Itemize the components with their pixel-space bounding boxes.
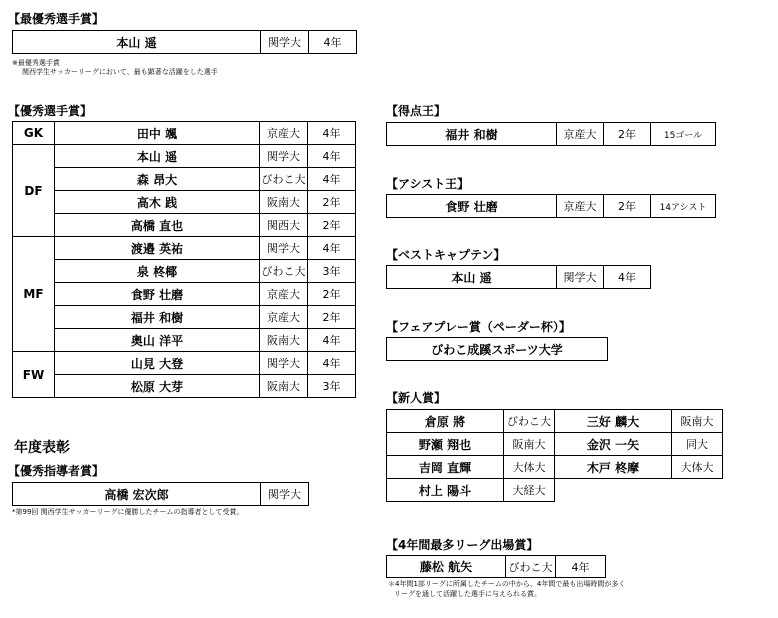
assist-table [386,194,716,218]
position-cell: DF [13,145,55,237]
player-school: 阪南大 [260,191,308,214]
rookie-table [386,409,723,502]
mvp-note-2: 関西学生サッカーリーグにおいて、最も顕著な活躍をした選手 [22,68,218,76]
player-grade: 4年 [308,168,356,191]
rookie-name: 金沢 一矢 [555,433,672,456]
assist-school: 京産大 [557,195,604,218]
rookie-school: びわこ大 [504,410,555,433]
player-name: 本山 遥 [55,145,260,168]
player-grade: 2年 [308,191,356,214]
player-grade: 4年 [308,145,356,168]
rookie-school: 大経大 [504,479,555,502]
player-school: 関学大 [260,237,308,260]
table-row [387,479,723,502]
position-cell: GK [13,122,55,145]
rookie-school: 阪南大 [672,410,723,433]
coach-table [12,482,309,506]
player-school: 京産大 [260,122,308,145]
position-cell: MF [13,237,55,352]
player-grade: 4年 [308,329,356,352]
mvp-note-1: ※最優秀選手賞 [12,59,60,67]
appearances-grade: 4年 [556,556,606,578]
appearances-name: 藤松 航矢 [387,556,506,578]
captain-name: 本山 遥 [387,266,557,289]
appearances-note-2: リーグを通して活躍した選手に与えられる賞。 [394,590,541,598]
coach-note: *第99回 関西学生サッカーリーグに優勝したチームの指導者として受賞。 [12,508,244,516]
fair-play-heading: 【フェアプレー賞（ペーダー杯）】 [386,320,571,334]
mvp-table [12,30,357,54]
player-name: 奥山 洋平 [55,329,260,352]
assist-record: 14アシスト [651,195,716,218]
mvp-heading: 【最優秀選手賞】 [8,12,105,26]
player-name: 泉 柊椰 [55,260,260,283]
best-players-heading: 【優秀選手賞】 [8,104,93,118]
player-school: 京産大 [260,306,308,329]
player-grade: 4年 [308,237,356,260]
rookie-name: 村上 陽斗 [387,479,504,502]
player-grade: 2年 [308,306,356,329]
player-grade: 3年 [308,260,356,283]
assist-heading: 【アシスト王】 [386,177,470,191]
player-name: 高木 践 [55,191,260,214]
table-row [13,306,356,329]
table-row [13,375,356,398]
table-row [13,260,356,283]
player-grade: 2年 [308,214,356,237]
rookie-name: 三好 麟大 [555,410,672,433]
captain-heading: 【ベストキャプテン】 [386,248,506,262]
assist-grade: 2年 [604,195,651,218]
rookie-name: 木戸 柊摩 [555,456,672,479]
appearances-heading: 【4年間最多リーグ出場賞】 [386,538,539,552]
player-school: 阪南大 [260,329,308,352]
annual-title: 年度表彰 [14,440,70,456]
rookie-school: 同大 [672,433,723,456]
player-name: 松原 大芽 [55,375,260,398]
player-name: 森 昂大 [55,168,260,191]
player-grade: 4年 [308,122,356,145]
table-row [13,122,356,145]
mvp-name: 本山 遥 [13,31,261,54]
top-scorer-name: 福井 和樹 [387,123,557,146]
mvp-grade: 4年 [309,31,357,54]
player-school: 京産大 [260,283,308,306]
fair-play-table [386,337,608,361]
table-row [13,283,356,306]
table-row [13,168,356,191]
top-scorer-table [386,122,716,146]
player-school: 関学大 [260,145,308,168]
position-cell: FW [13,352,55,398]
coach-heading: 【優秀指導者賞】 [8,464,105,478]
player-name: 高橋 直也 [55,214,260,237]
captain-grade: 4年 [604,266,651,289]
rookie-school: 阪南大 [504,433,555,456]
table-row [387,433,723,456]
rookie-school: 大体大 [672,456,723,479]
table-row [13,191,356,214]
player-school: びわこ大 [260,168,308,191]
player-school: 関西大 [260,214,308,237]
player-name: 食野 壮磨 [55,283,260,306]
assist-name: 食野 壮磨 [387,195,557,218]
fair-play-team: びわこ成蹊スポーツ大学 [387,338,608,361]
captain-table [386,265,651,289]
player-name: 田中 颯 [55,122,260,145]
table-row [13,145,356,168]
table-row [387,456,723,479]
player-grade: 2年 [308,283,356,306]
player-school: 阪南大 [260,375,308,398]
top-scorer-grade: 2年 [604,123,651,146]
player-school: 関学大 [260,352,308,375]
table-row [13,237,356,260]
appearances-note-1: ＊4年間1部リーグに所属したチームの中から、4年間で最も出場時間が多く [388,580,626,588]
top-scorer-record: 15ゴール [651,123,716,146]
player-name: 山見 大登 [55,352,260,375]
table-row [13,329,356,352]
rookie-heading: 【新人賞】 [386,391,447,405]
best-players-table [12,121,356,398]
coach-name: 高橋 宏次郎 [13,483,261,506]
table-row [13,214,356,237]
player-grade: 4年 [308,352,356,375]
player-name: 渡邉 英祐 [55,237,260,260]
top-scorer-heading: 【得点王】 [386,104,447,118]
player-school: びわこ大 [260,260,308,283]
rookie-name: 倉原 將 [387,410,504,433]
table-row [387,410,723,433]
player-grade: 3年 [308,375,356,398]
rookie-name: 野瀬 翔也 [387,433,504,456]
top-scorer-school: 京産大 [557,123,604,146]
captain-school: 関学大 [557,266,604,289]
appearances-table [386,555,606,578]
player-name: 福井 和樹 [55,306,260,329]
table-row [13,352,356,375]
rookie-school: 大体大 [504,456,555,479]
rookie-name: 吉岡 直輝 [387,456,504,479]
mvp-school: 関学大 [261,31,309,54]
coach-school: 関学大 [261,483,309,506]
appearances-school: びわこ大 [506,556,556,578]
